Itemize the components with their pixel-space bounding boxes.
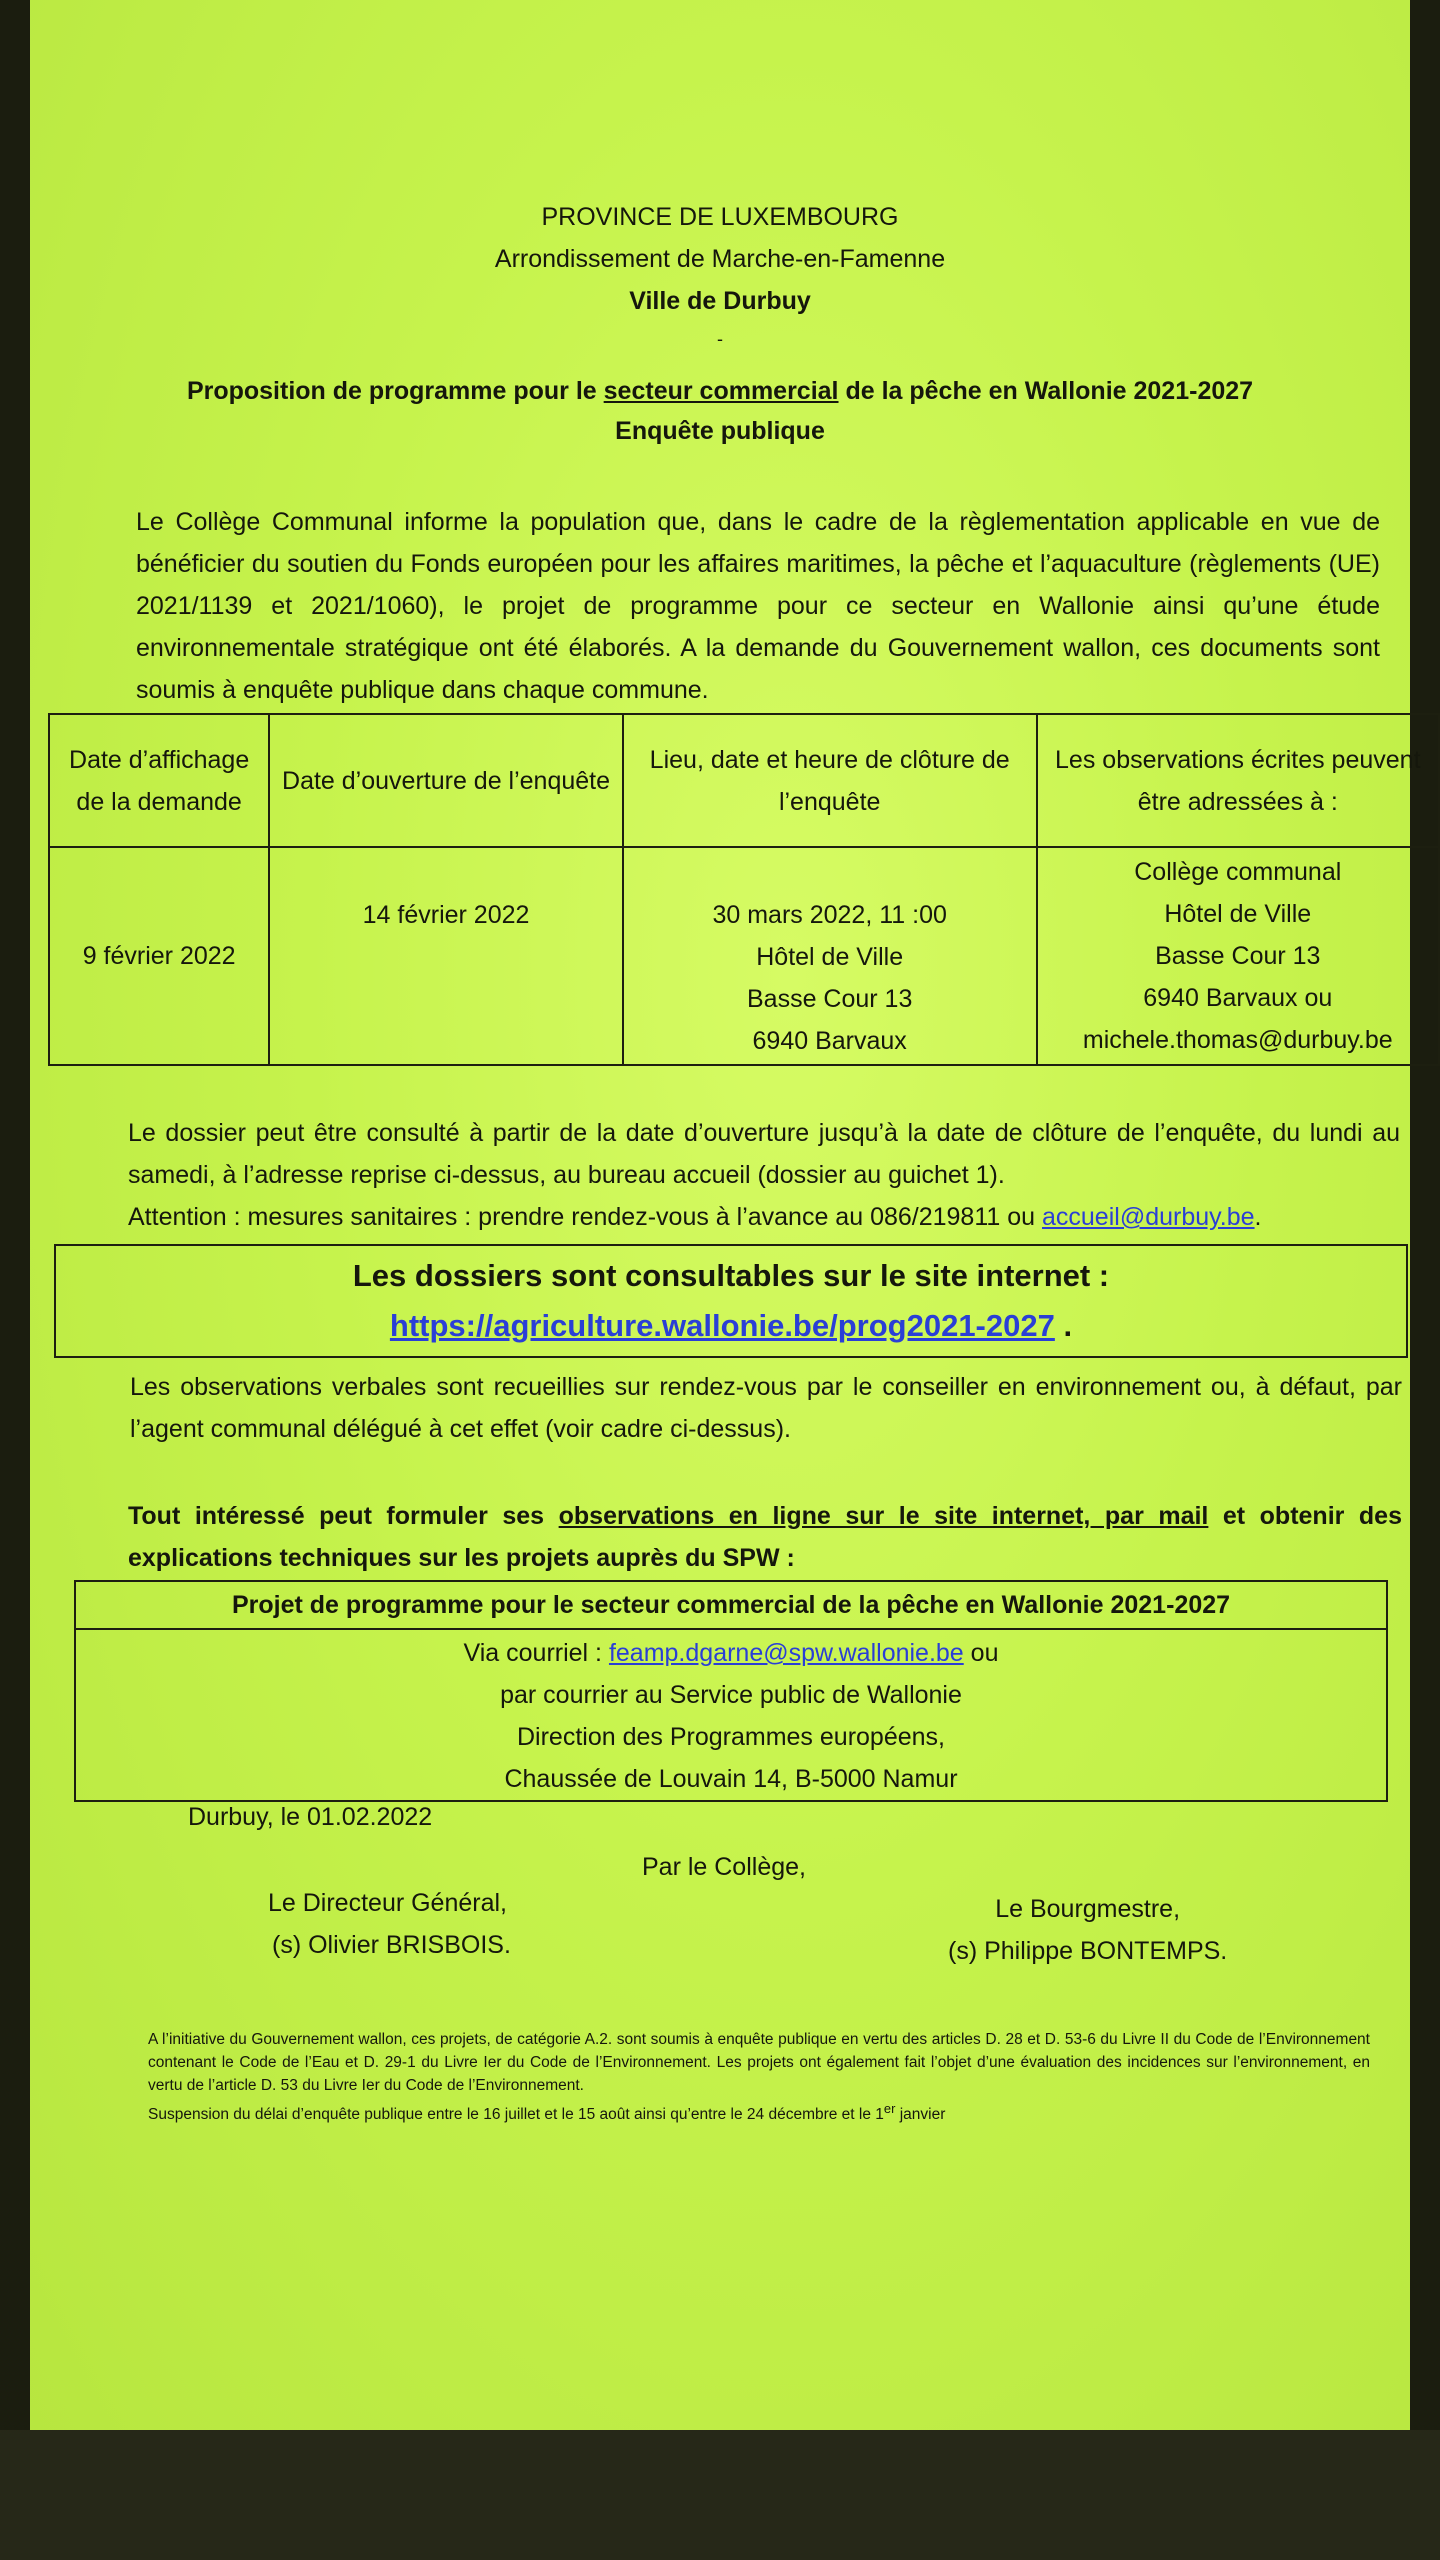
title-suffix: de la pêche en Wallonie 2021-2027: [838, 377, 1254, 405]
notice-sheet: [30, 0, 1421, 2430]
online-prefix: Tout intéressé peut formuler ses: [128, 1502, 559, 1530]
intro-paragraph: Le Collège Communal informe la population que, dans le cadre de la règlementation applicable en vue de bénéficier du soutien du Fonds européen pour les affaires maritimes, la pêche et l’aquaculture (règlements (UE) 2021/1139 et 2021/1060), le projet de programme pour ce secteur en Wallonie ainsi qu’une étude environnementale stratégique ont été élaborés. A la demande du Gouvernement wallon, ces documents sont soumis à enquête publique dans chaque commune.: [136, 508, 1380, 704]
cell-affichage: 9 février 2022: [49, 847, 269, 1065]
right-title: Le Bourgmestre,: [995, 1895, 1181, 1923]
cell-cloture: [623, 847, 1037, 1065]
signature-right: [948, 1888, 1227, 1972]
table-header-row: [49, 714, 1439, 847]
online-suffix: et obtenir des explications techniques sur les projets auprès du SPW :: [128, 1502, 1402, 1572]
left-name: (s) Olivier BRISBOIS.: [272, 1931, 511, 1959]
footnote-p2-end: janvier: [895, 2106, 946, 2124]
schedule-table: [48, 713, 1440, 1066]
spw-email-link[interactable]: feamp.dgarne@spw.wallonie.be: [608, 1639, 964, 1667]
header-ouverture: Date d’ouverture de l’enquête: [269, 714, 623, 847]
website-url-end: .: [1054, 1308, 1073, 1343]
header-adresse: Les observations écrites peuvent être adressées à :: [1037, 714, 1439, 847]
accueil-email-link[interactable]: accueil@durbuy.be: [1042, 1203, 1255, 1231]
consult-paragraph: [128, 1112, 1400, 1238]
adresse-line: Hôtel de Ville: [1164, 900, 1312, 928]
spw-via-label: Via courriel :: [463, 1639, 609, 1667]
signature-par: Par le Collège,: [642, 1853, 806, 1881]
spw-box-header: Projet de programme pour le secteur commercial de la pêche en Wallonie 2021-2027: [76, 1582, 1386, 1630]
spw-contact: [76, 1632, 1386, 1800]
adresse-line: 6940 Barvaux ou: [1143, 984, 1333, 1012]
footnote-p2: [148, 2097, 1370, 2126]
header-dash: -: [717, 329, 723, 349]
spw-box: [74, 1580, 1388, 1802]
ville-line: Ville de Durbuy: [629, 287, 811, 315]
signature-left: [268, 1882, 511, 1966]
spw-address-line: Chaussée de Louvain 14, B-5000 Namur: [504, 1765, 958, 1793]
adresse-email: michele.thomas@durbuy.be: [1082, 1026, 1393, 1054]
cloture-line: 6940 Barvaux: [752, 1027, 907, 1055]
online-paragraph: [128, 1495, 1402, 1579]
display-frame-bottom: [0, 2430, 1440, 2560]
website-url-line: [56, 1304, 1406, 1348]
website-box-title: Les dossiers sont consultables sur le site internet :: [352, 1258, 1110, 1293]
arrondissement-line: Arrondissement de Marche-en-Famenne: [494, 245, 946, 273]
footnote-p1: A l’initiative du Gouvernement wallon, ces projets, de catégorie A.2. sont soumis à enquête publique en vertu des articles D. 28 et D. 53-6 du Livre II du Code de l’Environnement contenant le Code de l’Eau et D. 29-1 du Livre Ier du Code de l’Environnement. Les projets ont également fait l’objet d’une évaluation des incidences sur l’environnement, en vertu de l’article D. 53 du Livre Ier du Code de l’Environnement.: [148, 2031, 1370, 2094]
document-subtitle: Enquête publique: [615, 417, 825, 445]
title-underlined: secteur commercial: [603, 377, 839, 405]
attention-end: .: [1254, 1203, 1262, 1231]
title-prefix: Proposition de programme pour le: [186, 377, 604, 405]
consult-text: Le dossier peut être consulté à partir de la date d’ouverture jusqu’à la date de clôture de l’enquête, du lundi au samedi, à l’adresse reprise ci-dessus, au bureau accueil (dossier au guichet 1).: [128, 1119, 1400, 1189]
footnote: [148, 2028, 1370, 2126]
table-row: [49, 847, 1439, 1065]
cell-adresse: [1037, 847, 1439, 1065]
footnote-p2-text: Suspension du délai d’enquête publique entre le 16 juillet et le 15 août ainsi qu’entre le 24 décembre et le 1: [148, 2106, 884, 2124]
adresse-line: Collège communal: [1134, 858, 1342, 886]
province-line: PROVINCE DE LUXEMBOURG: [541, 203, 899, 231]
footnote-p2-sup: er: [883, 2101, 896, 2116]
spw-ou: ou: [963, 1639, 999, 1667]
left-title: Le Directeur Général,: [268, 1889, 508, 1917]
verbal-paragraph: Les observations verbales sont recueillies sur rendez-vous par le conseiller en environnement ou, à défaut, par l’agent communal délégué à cet effet (voir cadre ci-dessus).: [130, 1373, 1402, 1443]
header-cloture: Lieu, date et heure de clôture de l’enquête: [623, 714, 1037, 847]
adresse-line: Basse Cour 13: [1155, 942, 1321, 970]
spw-address-line: par courrier au Service public de Wallonie: [500, 1681, 962, 1709]
attention-text: Attention : mesures sanitaires : prendre rendez-vous à l’avance au 086/219811 ou: [128, 1203, 1042, 1231]
online-underlined: observations en ligne sur le site internet, par mail: [558, 1502, 1209, 1530]
right-name: (s) Philippe BONTEMPS.: [948, 1937, 1228, 1965]
cloture-line: 30 mars 2022, 11 :00: [712, 901, 947, 929]
signature-date: Durbuy, le 01.02.2022: [188, 1803, 433, 1831]
header-affichage: Date d’affichage de la demande: [49, 714, 269, 847]
spw-via-line: [76, 1632, 1386, 1674]
cloture-line: Basse Cour 13: [746, 985, 913, 1013]
document-title: [30, 370, 1410, 412]
spw-address-line: Direction des Programmes européens,: [517, 1723, 945, 1751]
cell-ouverture: 14 février 2022: [269, 847, 623, 1065]
cloture-line: Hôtel de Ville: [756, 943, 904, 971]
website-box: [54, 1244, 1408, 1358]
website-url-link[interactable]: https://agriculture.wallonie.be/prog2021-2027: [389, 1308, 1055, 1343]
